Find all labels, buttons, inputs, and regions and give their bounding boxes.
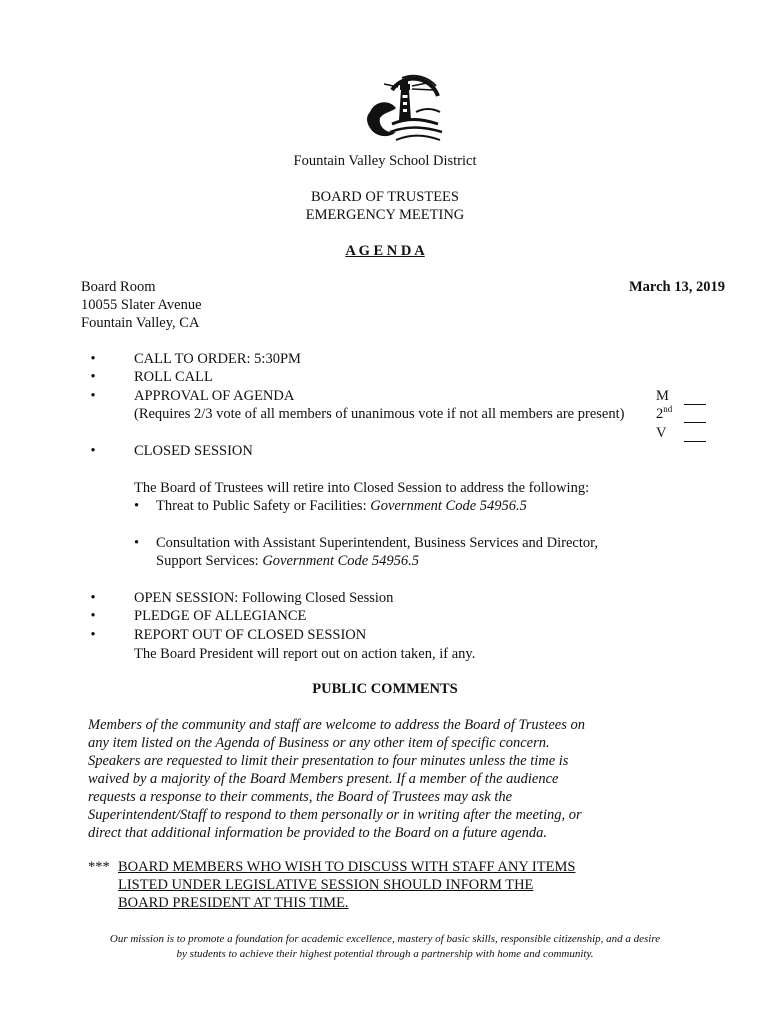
agenda-item-call-to-order: CALL TO ORDER: 5:30PM: [134, 351, 301, 367]
agenda-item-report-out: REPORT OUT OF CLOSED SESSION: [134, 627, 367, 643]
closed-item-consult-line-1: Consultation with Assistant Superintendent, Business Services and Director,: [156, 535, 599, 551]
bullet-icon: •: [90, 627, 96, 643]
agenda-item-approval: APPROVAL OF AGENDA: [134, 388, 295, 404]
vote-second-suffix: nd: [663, 404, 673, 415]
public-comments-line: any item listed on the Agenda of Business or any other item of specific concern.: [88, 735, 550, 751]
mission-line-1: Our mission is to promote a foundation for academic excellence, mastery of basic skills, responsible citizenship, and a desire: [109, 933, 661, 945]
vote-motion-label: M: [656, 388, 669, 404]
report-out-note: The Board President will report out on action taken, if any.: [134, 646, 476, 662]
consult-text: Support Services:: [156, 553, 263, 569]
public-comments-line: Superintendent/Staff to respond to them personally or in writing after the meeting, or: [88, 807, 582, 823]
agenda-title-wrap: [0, 242, 770, 260]
mission-line-2: by students to achieve their highest potential through a partnership with home and community.: [176, 948, 594, 960]
agenda-item-roll-call: ROLL CALL: [134, 369, 213, 385]
bullet-icon: •: [90, 369, 96, 385]
public-comments-line: Members of the community and staff are welcome to address the Board of Trustees on: [88, 717, 585, 733]
agenda-item-closed-session: CLOSED SESSION: [134, 443, 253, 459]
closed-session-intro: The Board of Trustees will retire into Closed Session to address the following:: [134, 480, 590, 496]
closed-item-consult-line-2: [156, 552, 419, 570]
agenda-item-pledge: PLEDGE OF ALLEGIANCE: [134, 608, 307, 624]
bullet-icon: •: [90, 351, 96, 367]
notice-line-1: BOARD MEMBERS WHO WISH TO DISCUSS WITH STAFF ANY ITEMS: [118, 859, 576, 875]
vote-second-label: [656, 405, 672, 423]
meeting-date: March 13, 2019: [629, 279, 725, 295]
agenda-title: A G E N D A: [345, 243, 425, 259]
public-comments-line: requests a response to their comments, the Board of Trustees may ask the: [88, 789, 513, 805]
board-title: BOARD OF TRUSTEES: [311, 189, 459, 205]
notice-line-2: LISTED UNDER LEGISLATIVE SESSION SHOULD INFORM THE: [118, 877, 534, 893]
public-comments-heading: PUBLIC COMMENTS: [312, 681, 458, 697]
location-line-3: Fountain Valley, CA: [81, 315, 200, 331]
public-comments-text: [88, 716, 728, 842]
vote-motion-blank: [684, 390, 706, 405]
consult-code: Government Code 54956.5: [262, 553, 419, 569]
district-name: Fountain Valley School District: [293, 153, 477, 169]
threat-code: Government Code 54956.5: [370, 498, 527, 514]
bullet-icon: •: [90, 443, 96, 459]
vote-vote-label: V: [656, 425, 667, 441]
location-line-2: 10055 Slater Avenue: [81, 297, 202, 313]
public-comments-line: direct that additional information be provided to the Board on a future agenda.: [88, 825, 547, 841]
bullet-icon: •: [90, 388, 96, 404]
notice-line-3: BOARD PRESIDENT AT THIS TIME.: [118, 895, 349, 911]
threat-text: Threat to Public Safety or Facilities:: [156, 498, 371, 514]
bullet-icon: •: [90, 590, 96, 606]
closed-item-threat: [156, 497, 527, 515]
vote-vote-blank: [684, 427, 706, 442]
meeting-type: EMERGENCY MEETING: [305, 207, 465, 223]
vote-second-number: 2: [656, 406, 664, 422]
vote-second-blank: [684, 408, 706, 423]
district-logo-icon: [362, 68, 444, 150]
approval-note: (Requires 2/3 vote of all members of unanimous vote if not all members are present): [134, 406, 625, 422]
agenda-item-open-session: OPEN SESSION: Following Closed Session: [134, 590, 394, 606]
notice-stars: ***: [88, 859, 110, 875]
sub-bullet-icon: •: [134, 535, 140, 551]
sub-bullet-icon: •: [134, 498, 140, 514]
location-line-1: Board Room: [81, 279, 156, 295]
public-comments-line: waived by a majority of the Board Members present. If a member of the audience: [88, 771, 559, 787]
bullet-icon: •: [90, 608, 96, 624]
public-comments-line: Speakers are requested to limit their presentation to four minutes unless the time is: [88, 753, 569, 769]
